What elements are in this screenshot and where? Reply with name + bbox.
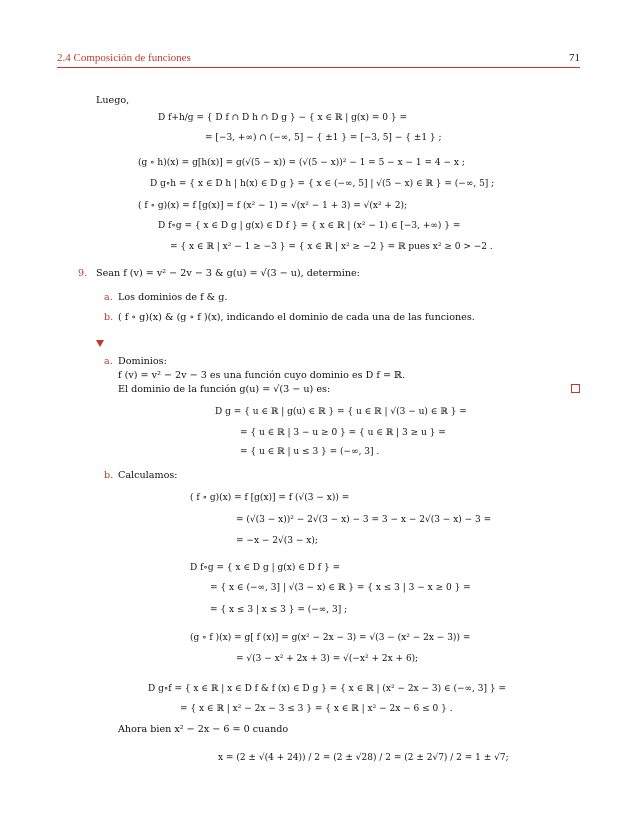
equation-line: = { u ∈ ℝ | 3 − u ≥ 0 } = { u ∈ ℝ | 3 ≥ u } = [240, 428, 446, 438]
item-text: ( f ∘ g)(x) & (g ∘ f )(x), indicando el dominio de cada una de las funciones. [118, 312, 475, 323]
equation-line: = [−3, +∞) ∩ (−∞, 5] − { ±1 } = [−3, 5] − { ±1 } ; [205, 133, 442, 143]
problem-statement: Sean f (v) = v² − 2v − 3 & g(u) = √(3 − u), determine: [96, 268, 360, 279]
solution-line: f (v) = v² − 2v − 3 es una función cuyo dominio es D f = ℝ. [118, 370, 406, 381]
equation-line: = √(3 − x² + 2x + 3) = √(−x² + 2x + 6); [236, 654, 419, 664]
equation-line: D f∘g = { x ∈ D g | g(x) ∈ D f } = { x ∈ ℝ | (x² − 1) ∈ [−3, +∞) } = [158, 221, 461, 231]
solution-label-a: a. [104, 356, 113, 367]
page-number: 71 [569, 52, 580, 64]
equation-line: = { x ∈ ℝ | x² − 1 ≥ −3 } = { x ∈ ℝ | x² ≥ −2 } = ℝ pues x² ≥ 0 > −2 . [170, 242, 493, 252]
equation-line: x = (2 ± √(4 + 24)) / 2 = (2 ± √28) / 2 = (2 ± 2√7) / 2 = 1 ± √7; [218, 753, 509, 763]
item-text: Los dominios de f & g. [118, 292, 228, 303]
solution-title-b: Calculamos: [118, 470, 178, 481]
solution-label-b: b. [104, 470, 114, 481]
solution-title-a: Dominios: [118, 356, 167, 367]
intro-text: Luego, [96, 95, 130, 106]
equation-line: D g∘h = { x ∈ D h | h(x) ∈ D g } = { x ∈ (−∞, 5] | √(5 − x) ∈ ℝ } = (−∞, 5] ; [150, 179, 495, 189]
section-title: 2.4 Composición de funciones [57, 52, 191, 64]
equation-line: D g∘f = { x ∈ ℝ | x ∈ D f & f (x) ∈ D g } = { x ∈ ℝ | (x² − 2x − 3) ∈ (−∞, 3] } = [148, 684, 507, 694]
item-label: b. [104, 312, 114, 323]
solution-line: El dominio de la función g(u) = √(3 − u) es: [118, 384, 331, 395]
qed-square-icon [571, 384, 580, 393]
item-label: a. [104, 292, 113, 303]
equation-line: ( f ∘ g)(x) = f [g(x)] = f (√(3 − x)) = [190, 493, 350, 503]
equation-line: D f∘g = { x ∈ D g | g(x) ∈ D f } = [190, 563, 341, 573]
solution-line: Ahora bien x² − 2x − 6 = 0 cuando [118, 724, 289, 735]
equation-line: D g = { u ∈ ℝ | g(u) ∈ ℝ } = { u ∈ ℝ | √(3 − u) ∈ ℝ } = [215, 407, 467, 417]
equation-line: = −x − 2√(3 − x); [236, 536, 318, 546]
header-rule [57, 67, 580, 68]
equation-line: D f+h/g = { D f ∩ D h ∩ D g } − { x ∈ ℝ | g(x) = 0 } = [158, 113, 407, 123]
equation-line: (g ∘ f )(x) = g[ f (x)] = g(x² − 2x − 3) = √(3 − (x² − 2x − 3)) = [190, 633, 471, 643]
equation-line: = { u ∈ ℝ | u ≤ 3 } = (−∞, 3] . [240, 447, 380, 457]
equation-line: (g ∘ h)(x) = g[h(x)] = g(√(5 − x)) = (√(5 − x))² − 1 = 5 − x − 1 = 4 − x ; [138, 158, 465, 168]
equation-line: ( f ∘ g)(x) = f [g(x)] = f (x² − 1) = √(x² − 1 + 3) = √(x² + 2); [138, 201, 408, 211]
equation-line: = { x ≤ 3 | x ≤ 3 } = (−∞, 3] ; [210, 605, 348, 615]
equation-line: = (√(3 − x))² − 2√(3 − x) − 3 = 3 − x − 2√(3 − x) − 3 = [236, 515, 492, 525]
problem-number: 9. [78, 268, 88, 279]
equation-line: = { x ∈ ℝ | x² − 2x − 3 ≤ 3 } = { x ∈ ℝ | x² − 2x − 6 ≤ 0 } . [180, 704, 453, 714]
equation-line: = { x ∈ (−∞, 3] | √(3 − x) ∈ ℝ } = { x ≤ 3 | 3 − x ≥ 0 } = [210, 583, 471, 593]
solution-triangle-icon [96, 340, 104, 347]
